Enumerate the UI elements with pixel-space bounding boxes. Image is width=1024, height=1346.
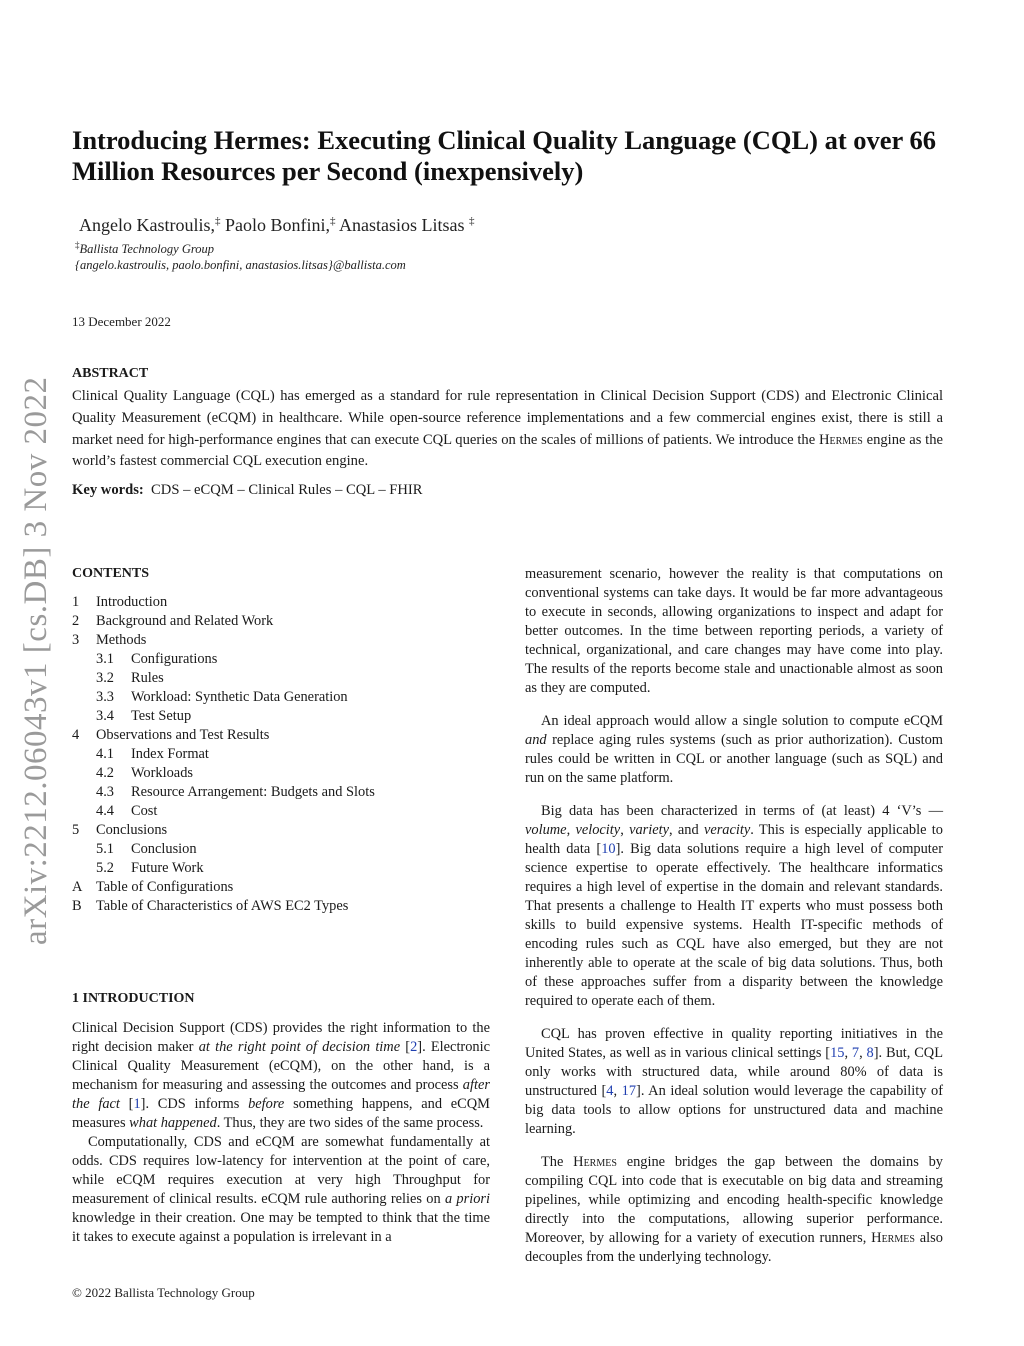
abstract-body-1: Clinical Quality Language (CQL) has emerged as a standard for rule representation in Clinical Decision Support (CDS) and Electronic Clinical Quality Measurement (eCQM) in healthcare. While open-source reference implementations and a few commercial engines exist, there is still a market need for high-performance engines that can execute CQL queries on the scales of millions of patients. We introduce the [72,388,943,448]
toc-entry[interactable] [72,764,492,783]
affiliation [75,240,214,257]
toc-entry-label: Introduction [96,594,168,610]
toc-entry-number: 3.3 [96,689,114,705]
contents-heading: CONTENTS [72,566,150,581]
toc-entry-number: 4.1 [96,746,114,762]
toc-entry-number: 5 [72,822,80,838]
toc-entry-number: 4.2 [96,765,114,781]
toc-entry[interactable] [72,707,492,726]
table-of-contents [72,593,492,916]
right-column-body [525,565,943,1281]
author-3-mark: ‡ [469,215,475,227]
citation-link[interactable]: 17 [621,1083,637,1099]
toc-entry-label: Table of Characteristics of AWS EC2 Types [96,898,349,914]
keywords-label: Key words: [72,482,144,498]
toc-entry-label: Rules [131,670,164,686]
right-paragraph-5: The Hermes engine bridges the gap between the domains by compiling CQL into code that is executable on big data and streaming pipelines, while optimizing and encoding health-specific knowledge directly into the computations, allowing superior performance. Moreover, by allowing for a variety of execution runners, Hermes also decouples from the underlying technology. [525,1154,943,1265]
toc-entry[interactable] [72,726,492,745]
toc-entry-label: Configurations [131,651,218,667]
toc-entry-label: Workloads [131,765,193,781]
toc-entry[interactable] [72,859,492,878]
toc-entry[interactable] [72,897,492,916]
toc-entry[interactable] [72,593,492,612]
toc-entry-label: Cost [131,803,158,819]
affiliation-text: Ballista Technology Group [79,242,214,257]
copyright-footer: © 2022 Ballista Technology Group [72,1285,255,1300]
author-1: Angelo Kastroulis, [79,215,215,235]
author-emails: {angelo.kastroulis, paolo.bonfini, anastasios.litsas}@ballista.com [75,258,406,272]
author-2-mark: ‡ [330,215,336,227]
toc-entry-number: 5.1 [96,841,114,857]
toc-entry[interactable] [72,783,492,802]
toc-entry-label: Conclusion [131,841,197,857]
citation-link[interactable]: 2 [410,1039,418,1055]
toc-entry-number: 5.2 [96,860,114,876]
toc-entry-number: A [72,879,83,895]
right-paragraph-1: measurement scenario, however the reality is that computations on conventional systems can take days. It would be far more advantageous to execute in seconds, allowing organizations to inspect and adapt for better outcomes. In the time between reporting periods, a variety of technical, organizational, and care changes may have come into play. The results of the reports become stale and unactionable almost as soon as they are computed. [525,566,943,696]
toc-entry[interactable] [72,612,492,631]
toc-entry[interactable] [72,878,492,897]
toc-entry[interactable] [72,745,492,764]
toc-entry[interactable] [72,802,492,821]
toc-entry-number: 3.4 [96,708,114,724]
toc-entry[interactable] [72,650,492,669]
toc-entry-number: B [72,898,82,914]
toc-entry-number: 4.4 [96,803,114,819]
toc-entry[interactable] [72,631,492,650]
toc-entry-number: 4 [72,727,80,743]
toc-entry-number: 4.3 [96,784,114,800]
author-list [79,215,475,236]
citation-link[interactable]: 7 [851,1045,860,1061]
toc-entry-number: 2 [72,613,80,629]
toc-entry[interactable] [72,821,492,840]
toc-entry-label: Test Setup [131,708,192,724]
abstract-heading: ABSTRACT [72,366,149,381]
intro-paragraph-2: Computationally, CDS and eCQM are somewhat fundamentally at odds. CDS requires low-latency for intervention at the point of care, while eCQM requires execution at very high Throughput for measurement of clinical results. eCQM rule authoring relies on a priori knowledge in their creation. One may be tempted to think that the time it takes to execute against a population is irrelevant in a [72,1134,490,1245]
keywords-text: CDS – eCQM – Clinical Rules – CQL – FHIR [151,482,423,498]
abstract-body-2: engine as the world’s fastest commercial CQL execution engine. [72,431,943,470]
right-paragraph-2: An ideal approach would allow a single solution to compute eCQM and replace aging rules systems (such as prior authorization). Custom rules could be written in CQL or another language (such as SQL) and run on the same platform. [525,713,943,786]
engine-name: Hermes [818,431,863,448]
toc-entry-number: 3.1 [96,651,114,667]
citation-link[interactable]: 4 [606,1083,614,1099]
toc-entry-label: Methods [96,632,147,648]
toc-entry-number: 3 [72,632,80,648]
author-1-mark: ‡ [214,215,221,227]
author-3: Anastasios Litsas [339,215,465,235]
citation-link[interactable]: 8 [866,1045,874,1061]
citation-link[interactable]: 1 [133,1096,141,1112]
toc-entry-label: Workload: Synthetic Data Generation [131,689,348,705]
toc-entry-label: Resource Arrangement: Budgets and Slots [131,784,375,800]
toc-entry-label: Observations and Test Results [96,727,270,743]
author-2: Paolo Bonfini, [224,215,330,235]
affiliation-mark: ‡ [75,240,80,250]
toc-entry[interactable] [72,669,492,688]
citation-link[interactable]: 15 [830,1045,845,1061]
toc-entry-number: 1 [72,594,80,610]
introduction-heading: 1 INTRODUCTION [72,991,195,1006]
arxiv-identifier: arXiv:2212.06043v1 [cs.DB] 3 Nov 2022 [18,376,54,945]
paper-title: Introducing Hermes: Executing Clinical Quality Language (CQL) at over 66 Million Resources per Second (inexpensively) [72,125,936,186]
toc-entry-label: Future Work [131,860,204,876]
paper-date: 13 December 2022 [72,314,171,329]
intro-paragraph-1: Clinical Decision Support (CDS) provides the right information to the right decision maker at the right point of decision time [2]. Electronic Clinical Quality Measurement (eCQM), on the other hand, is a mechanism for measuring and assessing the outcomes and process after the fact [1]. CDS informs before something happens, and eCQM measures what happened. Thus, they are two sides of the same process. [72,1020,491,1131]
toc-entry[interactable] [72,688,492,707]
toc-entry-label: Background and Related Work [96,613,274,629]
right-paragraph-4: CQL has proven effective in quality reporting initiatives in the United States, as well as in various clinical settings [15, 7, 8]. But, CQL only works with structured data, while around 80% of data is unstructured [4, 17]. An ideal solution would leverage the capability of big data tools to allow options for unstructured data and machine learning. [525,1026,943,1137]
abstract-text [72,386,943,473]
citation-link[interactable]: 10 [601,841,616,857]
right-paragraph-3: Big data has been characterized in terms of (at least) 4 ‘V’s — volume, velocity, variety, and veracity. This is especially applicable to health data [10]. Big data solutions require a high level of computer science expertise to operate effectively. The healthcare informatics requires a high level of expertise in the domain and relevant standards. That presents a challenge to Health IT experts who must possess both skills to build expensive systems. Health IT-specific methods of encoding rules such as CQL have also emerged, but they are not inherently able to operate at the scale of big data solutions. Thus, both of these approaches suffer from a disparity between the knowledge required to operate each of them. [525,803,943,1009]
toc-entry-number: 3.2 [96,670,114,686]
toc-entry[interactable] [72,840,492,859]
toc-entry-label: Index Format [131,746,209,762]
introduction-body [72,1019,490,1247]
toc-entry-label: Table of Configurations [96,879,234,895]
toc-entry-label: Conclusions [96,822,168,838]
keywords [72,482,423,499]
